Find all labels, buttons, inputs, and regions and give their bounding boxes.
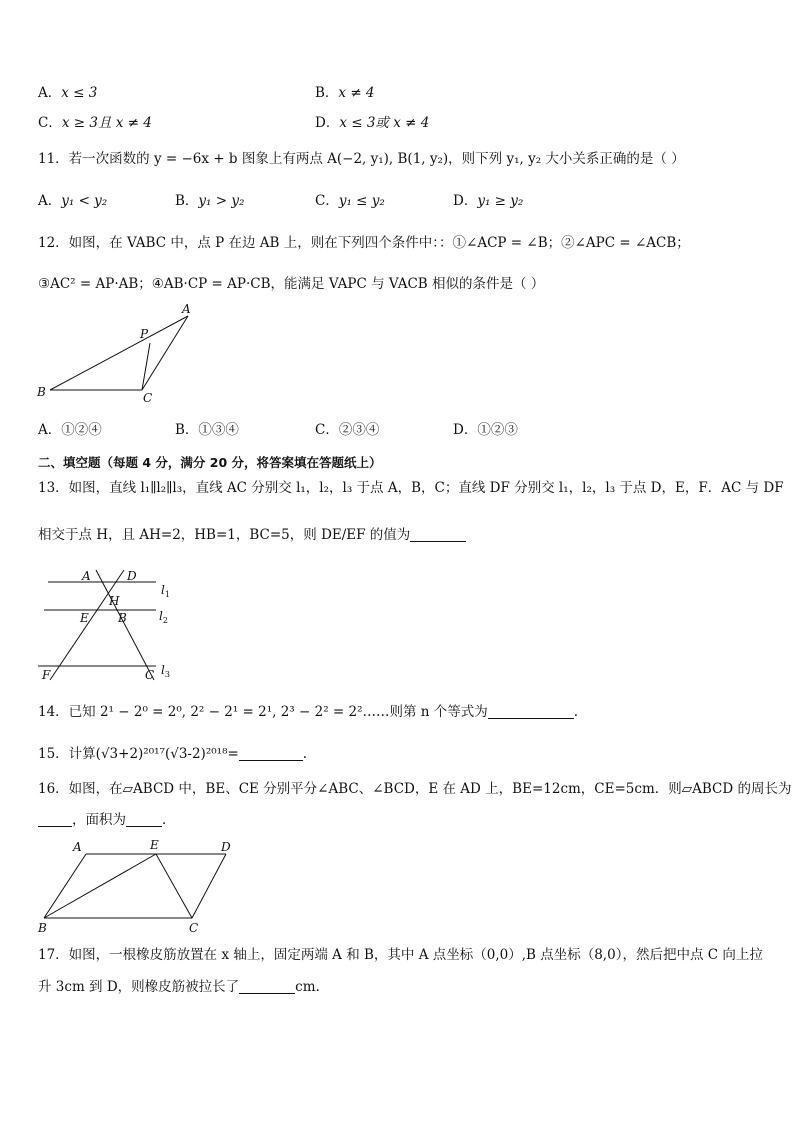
answer-blank[interactable]: [239, 979, 295, 994]
q11-option-d: [453, 192, 523, 210]
q14-tail: .: [573, 704, 579, 720]
segment-be: [44, 854, 156, 918]
q11-option-a: [38, 192, 107, 210]
q10-option-b: [315, 84, 375, 102]
segment-ab: [50, 316, 188, 390]
answer-blank[interactable]: [239, 746, 303, 761]
q12-option-b: [175, 421, 239, 439]
option-label: B．: [315, 85, 339, 101]
label-a: A: [73, 840, 82, 854]
q12-stem-line2: ③AC² = AP·AB；④AB·CP = AP·CB，能满足 VAPC 与 VACB 相似的条件是（ ）: [38, 276, 545, 292]
q15-tail: .: [302, 746, 308, 762]
option-label: C．: [315, 422, 339, 438]
label-c: C: [145, 668, 155, 682]
label-l3: $l_3$: [161, 663, 170, 679]
label-d: D: [221, 840, 231, 854]
option-text: x ≠ 4: [338, 85, 375, 101]
q12-option-c: [315, 421, 379, 439]
label-c: C: [143, 391, 153, 405]
q16-parallelogram-figure: [30, 838, 240, 936]
label-d: D: [127, 569, 137, 583]
option-text: y₁ ≥ y₂: [477, 193, 524, 209]
option-label: D．: [453, 422, 478, 438]
q15-stem-text: 15．计算(√3+2)²⁰¹⁷(√3-2)²⁰¹⁸=: [38, 746, 239, 762]
label-f: F: [42, 668, 51, 682]
q11-option-c: [315, 192, 385, 210]
label-a: A: [182, 302, 191, 316]
q13-parallel-lines-figure: [30, 566, 190, 684]
option-text: y₁ > y₂: [198, 193, 245, 209]
option-text: y₁ ≤ y₂: [338, 193, 385, 209]
label-b: B: [38, 921, 47, 935]
option-label: B．: [175, 422, 199, 438]
q13-stem-line1: 13．如图，直线 l₁∥l₂∥l₃，直线 AC 分别交 l₁，l₂，l₃ 于点 A，B，C；直线 DF 分别交 l₁，l₂，l₃ 于点 D，E，F．AC 与 DF: [38, 480, 784, 496]
option-label: A．: [38, 193, 62, 209]
option-label: A．: [38, 85, 62, 101]
q13-stem-text: 相交于点 H，且 AH=2，HB=1，BC=5，则 DE/EF 的值为: [38, 527, 411, 543]
q12-option-d: [453, 421, 518, 439]
q12-triangle-figure: [30, 302, 210, 406]
q10-option-d: [315, 114, 429, 132]
q16-stem-tail: ．: [162, 812, 176, 828]
q12-stem-line1: 12．如图，在 VABC 中，点 P 在边 AB 上，则在下列四个条件中：：①∠ACP = ∠B；②∠APC = ∠ACB；: [38, 235, 690, 251]
answer-blank[interactable]: [410, 527, 466, 542]
label-h: H: [109, 594, 120, 608]
option-text: ①②③: [477, 422, 518, 438]
segment-ce: [156, 854, 192, 918]
label-e: E: [150, 838, 159, 852]
section-heading: 二、填空题（每题 4 分，满分 20 分，将答案填在答题纸上）: [38, 455, 382, 470]
label-l1: $l_1$: [161, 583, 170, 599]
answer-blank-area[interactable]: [126, 812, 162, 827]
option-label: D．: [453, 193, 478, 209]
q11-option-b: [175, 192, 244, 210]
option-label: C．: [315, 193, 339, 209]
q17-stem-text: 升 3cm 到 D，则橡皮筋被拉长了: [38, 979, 240, 995]
label-a: A: [82, 569, 91, 583]
q12-option-a: [38, 421, 102, 439]
q17-stem-line2: [38, 978, 320, 996]
q17-stem-tail: cm.: [295, 979, 320, 995]
q17-stem-line1: 17．如图，一根橡皮筋放置在 x 轴上，固定两端 A 和 B，其中 A 点坐标（0,0）,B 点坐标（8,0），然后把中点 C 向上拉: [38, 947, 763, 963]
option-text: ①②④: [61, 422, 102, 438]
answer-blank[interactable]: [488, 704, 574, 719]
option-text: x ≤ 3: [61, 85, 98, 101]
q13-stem-line2: [38, 526, 466, 544]
line-df: [50, 570, 124, 680]
q16-stem-line1: 16．如图，在▱ABCD 中，BE、CE 分别平分∠ABC、∠BCD，E 在 AD 上，BE=12cm，CE=5cm．则▱ABCD 的周长为: [38, 781, 792, 797]
option-text: ①③④: [198, 422, 239, 438]
label-l2: $l_2$: [159, 609, 168, 625]
option-label: D．: [315, 115, 340, 131]
line-ac: [96, 570, 154, 680]
q16-stem-line2: [38, 811, 176, 829]
option-text: ②③④: [338, 422, 380, 438]
q14-stem-text: 14．已知 2¹ − 2⁰ = 2⁰, 2² − 2¹ = 2¹, 2³ − 2² = 2²……则第 n 个等式为: [38, 704, 488, 720]
option-label: A．: [38, 422, 62, 438]
option-label: B．: [175, 193, 199, 209]
q10-option-a: [38, 84, 97, 102]
segment-ca: [142, 316, 188, 390]
q16-stem-text: ，面积为: [72, 812, 126, 828]
label-c: C: [189, 921, 199, 935]
side-ab: [44, 854, 86, 918]
option-text: x ≥ 3且 x ≠ 4: [61, 115, 152, 131]
q10-option-c: [38, 114, 152, 132]
label-b: B: [37, 385, 46, 399]
side-cd: [192, 854, 226, 918]
label-b: B: [118, 611, 127, 625]
option-text: x ≤ 3或 x ≠ 4: [339, 115, 430, 131]
option-label: C．: [38, 115, 62, 131]
answer-blank-perimeter[interactable]: [38, 812, 72, 827]
option-text: y₁ < y₂: [61, 193, 108, 209]
q11-stem: 11．若一次函数的 y = −6x + b 图象上有两点 A(−2, y₁), B(1, y₂)，则下列 y₁, y₂ 大小关系正确的是（ ）: [38, 151, 685, 167]
label-p: P: [140, 327, 149, 341]
q15-stem-line: [38, 745, 307, 763]
q14-stem-line: [38, 703, 578, 721]
label-e: E: [80, 611, 89, 625]
